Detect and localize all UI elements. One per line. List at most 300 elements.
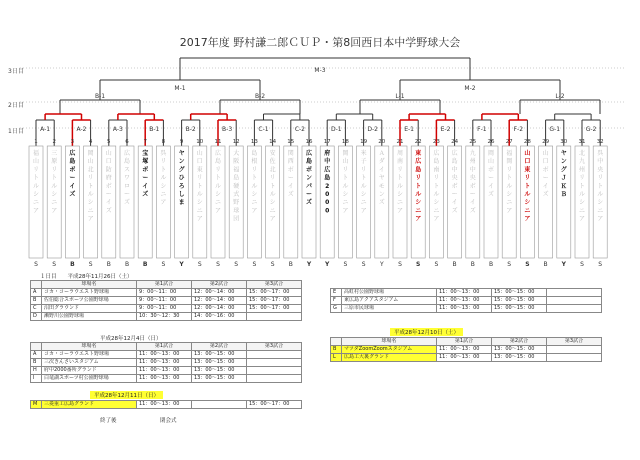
- team-name-char: ボ: [105, 182, 112, 190]
- game-time: 11：00〜13：00: [137, 375, 192, 383]
- team-name-char: 安: [269, 150, 276, 157]
- game-time: 9：00〜11：00: [137, 297, 192, 305]
- team-name-char: 東: [196, 166, 203, 174]
- team-name-char: ト: [597, 182, 604, 190]
- team-code: S: [161, 261, 166, 268]
- match-G-2: G-2: [585, 126, 597, 133]
- venue-key: A: [31, 351, 42, 359]
- team-name-char: ー: [142, 174, 149, 182]
- team-name-char: リ: [415, 174, 422, 182]
- team-name-char: ー: [469, 191, 476, 198]
- team-name-char: 原: [51, 158, 58, 166]
- team-code: B: [543, 261, 548, 268]
- day3-header: 平成28年12月11日（日）: [90, 391, 163, 399]
- team-name-char: 広: [123, 150, 131, 157]
- venue-key: C: [31, 305, 42, 313]
- team-name-char: 島: [433, 158, 440, 166]
- team-name-char: イ: [451, 199, 458, 207]
- match-b2: B-2: [254, 93, 266, 100]
- match-B-3: B-3: [222, 126, 233, 133]
- match-m3: M-3: [314, 67, 326, 74]
- team-name-char: ズ: [378, 199, 385, 207]
- table-header-cell: 球場名: [342, 338, 437, 346]
- team-name-char: シ: [251, 191, 258, 198]
- team-name-char: シ: [51, 191, 58, 198]
- team-code: S: [34, 261, 38, 268]
- round-label-day2: 2日目: [8, 102, 24, 109]
- table-header-cell: 第2試合: [192, 281, 247, 289]
- team-name-char: ニ: [251, 199, 258, 207]
- team-name-char: ズ: [451, 207, 458, 215]
- team-number: 15: [287, 139, 295, 145]
- team-name-char: 関: [287, 150, 294, 157]
- team-name-char: リ: [506, 166, 513, 174]
- game-time: 11：00〜13：00: [437, 305, 492, 313]
- team-name-char: ン: [560, 158, 567, 166]
- team-name-char: ボ: [69, 166, 76, 174]
- venue-name: 広島工大裏グランド: [342, 354, 437, 362]
- team-name-char: 南: [396, 158, 404, 166]
- team-code: S: [598, 261, 603, 268]
- table-row: [31, 297, 302, 305]
- day3-table: [30, 400, 302, 409]
- team-name-char: パ: [305, 182, 313, 190]
- game-time: [547, 305, 602, 313]
- table-header-cell: [31, 343, 42, 351]
- table-header-cell: 第1試合: [437, 338, 492, 346]
- team-name-char: 子: [360, 158, 367, 166]
- team-name-char: ル: [433, 191, 440, 198]
- team-code: Y: [561, 261, 566, 268]
- team-name-char: ズ: [123, 199, 131, 207]
- team-name-char: ニ: [433, 207, 440, 215]
- closing-ceremony: 閉会式: [160, 418, 177, 424]
- team-code: Y: [306, 261, 312, 268]
- team-code: Y: [325, 261, 330, 268]
- venue-name: 佐伯総合スポーツ公園野球場: [42, 297, 137, 305]
- team-name-char: ト: [342, 174, 349, 182]
- team-name-char: 広: [451, 150, 458, 157]
- team-name-char: ト: [214, 174, 222, 182]
- team-name-char: ア: [506, 207, 513, 215]
- team-name-char: イ: [378, 166, 385, 174]
- team-number: 21: [396, 139, 404, 145]
- team-name-char: 北: [269, 166, 276, 174]
- match-F-1: F-1: [477, 126, 487, 133]
- team-name-char: ズ: [287, 191, 294, 198]
- team-name-char: 岡: [342, 150, 349, 157]
- team-name-char: ー: [305, 191, 313, 198]
- team-name-char: ト: [269, 182, 276, 190]
- match-F-2: F-2: [513, 126, 524, 133]
- team-name-char: ル: [269, 191, 276, 198]
- team-number: 17: [323, 139, 331, 145]
- team-name-char: ロ: [123, 182, 131, 190]
- team-name-char: 島: [214, 158, 222, 166]
- day1-header: １日目 平成28年11月26日（土）: [40, 274, 133, 280]
- team-name-char: リ: [160, 158, 167, 166]
- team-name-char: シ: [524, 199, 531, 207]
- team-name-char: ン: [178, 158, 185, 166]
- game-time: 15：00〜17：00: [247, 289, 302, 297]
- team-name-char: 広: [214, 150, 222, 157]
- team-name-char: ズ: [487, 191, 495, 198]
- team-name-char: 北: [87, 166, 94, 174]
- team-name-char: 岡: [87, 150, 94, 157]
- game-time: 13：00〜15：00: [192, 351, 247, 359]
- team-name-char: ル: [597, 191, 604, 198]
- venue-key: B: [331, 346, 342, 354]
- team-name-char: ー: [451, 191, 458, 198]
- team-name-char: ト: [32, 174, 40, 182]
- match-A-2: A-2: [76, 126, 87, 133]
- day2b-header: 平成28年12月10日（土）: [390, 328, 463, 336]
- team-name-char: 米: [360, 150, 367, 157]
- game-time: 15：00〜17：00: [247, 297, 302, 305]
- team-number: 9: [179, 139, 184, 145]
- team-number: 14: [269, 139, 277, 145]
- team-number: 11: [214, 139, 222, 145]
- team-name-char: ニ: [32, 199, 40, 207]
- team-name-char: ア: [597, 215, 604, 223]
- team-name-char: ア: [396, 207, 404, 215]
- game-time: 12：00〜14：00: [192, 289, 247, 297]
- match-C-1: C-1: [258, 126, 269, 133]
- table-header-row: [31, 343, 302, 351]
- venue-name: コカ・コーラウエスト野球場: [42, 289, 137, 297]
- table-header-cell: 第3試合: [547, 338, 602, 346]
- table-header-cell: 第3試合: [247, 281, 302, 289]
- team-name-char: シ: [269, 199, 276, 207]
- team-code: B: [288, 261, 293, 268]
- team-name-char: 呉: [160, 150, 167, 157]
- team-number: 19: [360, 139, 368, 145]
- team-name-char: 山: [196, 150, 203, 157]
- game-time: 13：00〜15：00: [492, 346, 547, 354]
- team-name-char: 州: [469, 158, 476, 166]
- team-name-char: リ: [32, 166, 40, 174]
- team-name-char: ワ: [123, 174, 131, 182]
- team-number: 26: [487, 139, 495, 145]
- team-name-char: 山: [32, 158, 40, 166]
- table-header-cell: 球場名: [42, 343, 137, 351]
- match-E-1: E-1: [404, 126, 414, 133]
- venue-name: 瀬野川公園野球場: [42, 313, 137, 321]
- game-time: 13：00〜15：00: [192, 359, 247, 367]
- game-time: 11：00〜13：00: [437, 297, 492, 305]
- team-code: B: [142, 261, 148, 268]
- team-name-char: ト: [251, 174, 258, 182]
- team-code: B: [488, 261, 494, 268]
- game-time: 12：00〜14：00: [192, 297, 247, 305]
- team-name-char: ア: [214, 207, 222, 215]
- game-time: [547, 289, 602, 297]
- venue-key: D: [31, 313, 42, 321]
- team-number: 10: [196, 139, 204, 145]
- venue-name: 白竜湖スポーツ村公園野球場: [42, 375, 137, 383]
- game-time: 11：00〜13：00: [137, 401, 192, 409]
- team-name-char: 広: [324, 166, 331, 174]
- team-name-char: ア: [51, 207, 58, 215]
- team-number: 12: [232, 139, 240, 145]
- team-name-char: 阪: [233, 158, 240, 166]
- table-row: [31, 351, 302, 359]
- team-name-char: Ｊ: [560, 174, 567, 182]
- match-m2: M-2: [464, 85, 476, 92]
- game-time: 11：00〜13：00: [137, 351, 192, 359]
- team-number: 23: [432, 139, 440, 145]
- table-header-cell: 球場名: [42, 281, 137, 289]
- team-number: 32: [596, 139, 604, 145]
- team-name-char: Ｋ: [560, 182, 567, 190]
- team-code: S: [580, 261, 584, 268]
- team-name-char: ト: [160, 166, 167, 174]
- table-header-cell: 第2試合: [192, 343, 247, 351]
- table-row: [31, 313, 302, 321]
- team-name-char: 福: [506, 150, 513, 157]
- team-name-char: 広: [69, 150, 76, 157]
- team-name-char: ポ: [305, 166, 313, 174]
- game-time: 12：00〜14：00: [192, 305, 247, 313]
- team-number: 28: [523, 139, 531, 145]
- team-name-char: 岡: [506, 158, 513, 166]
- team-name-char: 島: [415, 166, 422, 174]
- team-name-char: 島: [123, 158, 131, 166]
- closing-after: 終了後: [100, 418, 117, 424]
- team-name-char: リ: [269, 174, 276, 182]
- team-name-char: 東: [524, 166, 531, 174]
- match-A-1: A-1: [40, 126, 51, 133]
- game-time: 15：00〜15：00: [492, 289, 547, 297]
- team-name-char: 塚: [142, 158, 149, 166]
- match-m1: M-1: [174, 85, 186, 92]
- team-name-char: ダ: [378, 158, 385, 166]
- team-name-char: ア: [433, 215, 440, 223]
- team-name-char: Ａ: [378, 150, 385, 157]
- venue-key: H: [31, 367, 42, 375]
- team-code: S: [234, 261, 239, 268]
- team-name-char: ボ: [542, 166, 549, 174]
- venue-name: 府中2000番所グランド: [42, 367, 137, 375]
- table-row: [331, 346, 602, 354]
- team-name-char: ー: [123, 191, 131, 198]
- team-name-char: ズ: [105, 207, 112, 215]
- team-name-char: ニ: [360, 199, 367, 207]
- table-row: [331, 305, 602, 313]
- team-name-char: ト: [415, 182, 422, 190]
- team-name-char: 式: [233, 191, 240, 198]
- table-header-cell: 第1試合: [137, 281, 192, 289]
- team-name-char: リ: [578, 174, 586, 182]
- team-name-char: ニ: [342, 199, 349, 207]
- team-name-char: 州: [578, 166, 586, 174]
- team-number: 31: [578, 139, 586, 145]
- team-number: 8: [161, 139, 166, 145]
- team-name-char: 中: [451, 166, 458, 174]
- team-name-char: ー: [542, 174, 549, 182]
- team-name-char: ヤ: [378, 174, 385, 182]
- team-name-char: モ: [378, 182, 385, 190]
- game-time: 15：00〜17：00: [247, 305, 302, 313]
- team-name-char: ヤ: [178, 150, 185, 157]
- team-name-char: 根: [251, 158, 258, 166]
- team-name-char: ル: [524, 191, 531, 198]
- team-name-char: 福: [233, 166, 240, 174]
- team-name-char: ー: [487, 174, 495, 182]
- team-name-char: リ: [251, 166, 258, 174]
- team-name-char: グ: [178, 166, 185, 174]
- team-name-char: シ: [396, 191, 404, 198]
- game-time: [247, 351, 302, 359]
- team-number: 27: [505, 139, 513, 145]
- team-name-char: ル: [51, 182, 58, 190]
- team-name-char: 島: [305, 158, 313, 166]
- team-name-char: 福: [32, 150, 40, 157]
- table-row: [331, 297, 602, 305]
- team-name-char: 山: [542, 150, 549, 157]
- team-name-char: ズ: [142, 191, 149, 198]
- team-name-char: 府: [105, 174, 112, 182]
- team-name-char: ニ: [597, 207, 604, 215]
- team-name-char: ト: [578, 182, 586, 190]
- team-number: 5: [107, 139, 111, 145]
- team-name-char: シ: [87, 199, 94, 207]
- team-name-char: ト: [196, 182, 203, 190]
- team-name-char: 広: [415, 158, 422, 166]
- game-time: 11：00〜13：00: [437, 354, 492, 362]
- team-number: 25: [469, 139, 477, 145]
- team-name-char: ひ: [178, 174, 185, 182]
- venue-key: G: [331, 305, 342, 313]
- team-code: S: [361, 261, 366, 268]
- team-name-char: ー: [287, 174, 294, 182]
- team-code: S: [507, 261, 512, 268]
- team-name-char: 山: [87, 158, 94, 166]
- team-name-char: ニ: [269, 207, 276, 215]
- team-name-char: ま: [178, 199, 185, 207]
- team-name-char: ア: [360, 207, 367, 215]
- game-time: 10：30〜12：30: [137, 313, 192, 321]
- team-name-char: リ: [524, 174, 531, 182]
- table-header-cell: 第1試合: [137, 343, 192, 351]
- team-name-char: 中: [597, 158, 604, 166]
- team-name-char: ス: [123, 166, 131, 174]
- venue-name: 三次きんさいスタジアム: [42, 359, 137, 367]
- team-number: 29: [542, 139, 550, 145]
- team-name-char: シ: [160, 182, 167, 190]
- team-number: 6: [125, 139, 129, 145]
- team-code: S: [270, 261, 275, 268]
- team-name-char: ニ: [196, 207, 203, 215]
- team-name-char: シ: [360, 191, 367, 198]
- team-name-char: 府: [324, 150, 331, 157]
- team-code: S: [398, 261, 402, 268]
- team-number: 18: [341, 139, 349, 145]
- team-name-char: 佐: [269, 158, 276, 166]
- table-row: [31, 401, 302, 409]
- table-header-cell: 第2試合: [492, 338, 547, 346]
- team-name-char: 岡: [487, 150, 495, 157]
- team-number: 2: [52, 139, 56, 145]
- team-name-char: ル: [342, 182, 349, 190]
- match-A-3: A-3: [112, 126, 123, 133]
- team-code: S: [52, 261, 57, 268]
- team-name-char: ニ: [578, 207, 586, 215]
- team-name-char: 口: [105, 158, 112, 166]
- team-name-char: ズ: [305, 199, 313, 207]
- team-number: 13: [250, 139, 258, 145]
- team-name-char: 山: [342, 158, 349, 166]
- day1-left-table: [30, 280, 302, 321]
- team-code: Y: [179, 261, 184, 268]
- team-name-char: 防: [105, 166, 112, 174]
- team-name-char: 広: [305, 150, 313, 157]
- team-name-char: ボ: [469, 182, 476, 190]
- game-time: 9：00〜11：00: [137, 305, 192, 313]
- game-time: 11：00〜13：00: [137, 359, 192, 367]
- team-name-char: リ: [597, 174, 604, 182]
- team-name-char: 団: [233, 215, 240, 223]
- team-name-char: 野: [233, 199, 240, 207]
- team-name-char: ル: [87, 191, 94, 198]
- team-name-char: 球: [233, 207, 240, 215]
- venue-key: I: [31, 375, 42, 383]
- team-name-char: Ｂ: [560, 191, 567, 198]
- match-E-2: E-2: [440, 126, 451, 133]
- team-name-char: ボ: [487, 166, 495, 174]
- team-name-char: ニ: [396, 199, 404, 207]
- game-time: 13：00〜15：00: [492, 354, 547, 362]
- team-name-char: ト: [433, 182, 440, 190]
- venue-name: マツダZoomZoomスタジアム: [342, 346, 437, 354]
- team-name-char: ボ: [287, 166, 294, 174]
- team-name-char: 九: [469, 150, 476, 157]
- team-name-char: イ: [142, 182, 149, 190]
- table-header-row: [31, 281, 302, 289]
- team-name-char: ル: [578, 191, 586, 198]
- team-name-char: 西: [287, 158, 294, 166]
- table-row: [31, 359, 302, 367]
- team-name-char: ー: [69, 174, 76, 182]
- team-name-char: ト: [87, 182, 94, 190]
- team-name-char: ル: [214, 182, 222, 190]
- venue-key: A: [31, 289, 42, 297]
- match-b1: B-1: [94, 93, 106, 100]
- team-name-char: ト: [51, 174, 58, 182]
- team-code: S: [416, 261, 421, 268]
- team-name-char: ル: [506, 182, 513, 190]
- table-row: [331, 289, 602, 297]
- team-name-char: し: [178, 191, 185, 198]
- table-row: [31, 367, 302, 375]
- match-D-1: D-1: [330, 126, 342, 133]
- team-name-char: イ: [69, 182, 76, 190]
- team-name-char: ボ: [142, 166, 149, 174]
- match-B-1: B-1: [149, 126, 160, 133]
- table-row: [31, 375, 302, 383]
- game-time: [547, 354, 602, 362]
- team-name-char: 口: [542, 158, 549, 166]
- game-time: [247, 375, 302, 383]
- team-name-char: リ: [87, 174, 94, 182]
- team-name-char: 2: [325, 182, 330, 190]
- venue-name: コカ・コーラウエスト野球場: [42, 351, 137, 359]
- team-name-char: 中: [324, 158, 331, 166]
- team-name-char: シ: [506, 191, 513, 198]
- team-name-char: リ: [360, 166, 367, 174]
- team-name-char: 島: [233, 174, 240, 182]
- team-code: B: [452, 261, 457, 268]
